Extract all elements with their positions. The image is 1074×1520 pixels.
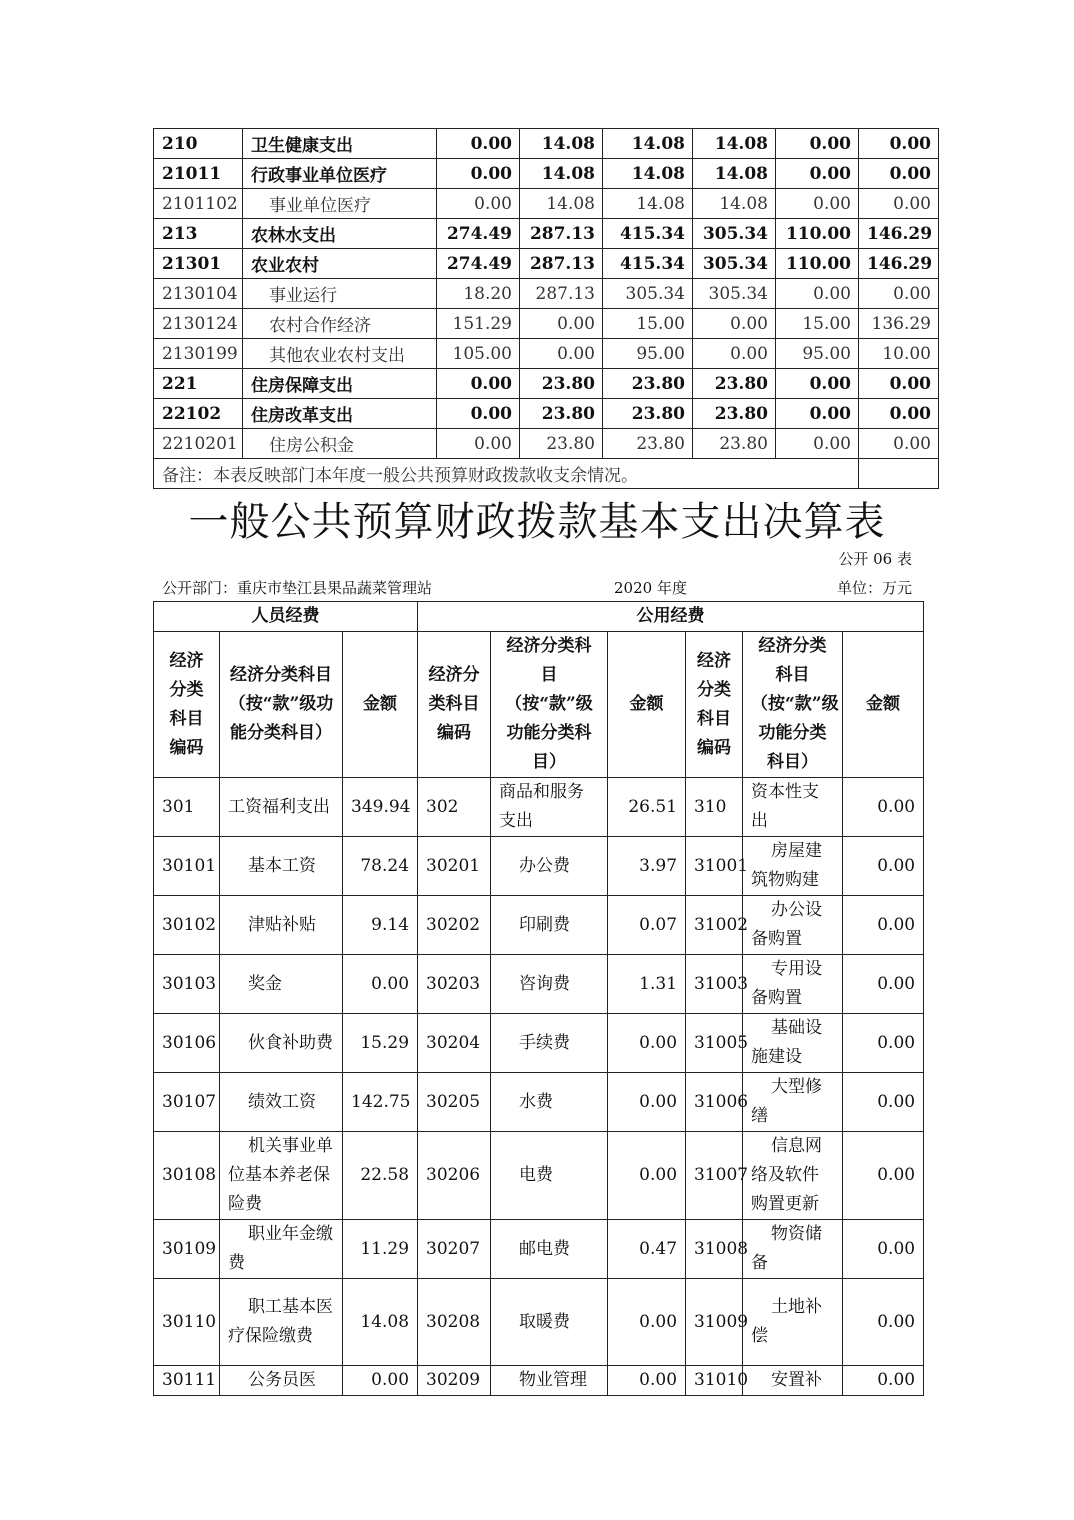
- row-name: 住房保障支出: [243, 369, 437, 399]
- cell-amount: 78.24: [343, 837, 418, 896]
- header-name: 经济分类科目（按“款”级功能分类科目）: [743, 632, 843, 778]
- row-value: 0.00: [776, 189, 859, 219]
- cell-amount: 349.94: [343, 778, 418, 837]
- expense-summary-table: [153, 128, 939, 489]
- row-value: 14.08: [520, 189, 603, 219]
- table-row: [154, 1073, 924, 1132]
- row-code: 213: [154, 219, 243, 249]
- cell-name: 伙食补助费: [220, 1014, 343, 1073]
- row-value: 415.34: [603, 219, 693, 249]
- row-value: 0.00: [437, 159, 520, 189]
- cell-amount: 0.00: [843, 837, 924, 896]
- row-value: 0.00: [776, 399, 859, 429]
- table-row: [154, 219, 939, 249]
- cell-amount: 0.00: [843, 1279, 924, 1366]
- cell-name: 职工基本医疗保险缴费: [220, 1279, 343, 1366]
- cell-code: 30204: [418, 1014, 491, 1073]
- cell-name: 基础设施建设: [743, 1014, 843, 1073]
- cell-amount: 0.00: [843, 896, 924, 955]
- cell-code: 30106: [154, 1014, 220, 1073]
- group-public-header: 公用经费: [418, 602, 924, 632]
- row-value: 0.00: [859, 159, 939, 189]
- cell-name: 邮电费: [491, 1220, 608, 1279]
- row-value: 14.08: [693, 159, 776, 189]
- row-value: 146.29: [859, 249, 939, 279]
- row-value: 0.00: [859, 189, 939, 219]
- cell-amount: 0.47: [608, 1220, 686, 1279]
- cell-code: 30205: [418, 1073, 491, 1132]
- cell-name: 商品和服务支出: [491, 778, 608, 837]
- table-row: [154, 279, 939, 309]
- header-code: 经济分类科目编码: [418, 632, 491, 778]
- cell-amount: 0.00: [343, 1366, 418, 1396]
- row-value: 0.00: [437, 369, 520, 399]
- group-personnel-header: 人员经费: [154, 602, 418, 632]
- cell-name: 绩效工资: [220, 1073, 343, 1132]
- row-value: 23.80: [693, 429, 776, 459]
- cell-name: 取暖费: [491, 1279, 608, 1366]
- row-code: 2130124: [154, 309, 243, 339]
- row-name: 农林水支出: [243, 219, 437, 249]
- row-name: 农村合作经济: [243, 309, 437, 339]
- row-value: 0.00: [520, 339, 603, 369]
- row-value: 23.80: [603, 369, 693, 399]
- table-row: [154, 1132, 924, 1220]
- cell-amount: 11.29: [343, 1220, 418, 1279]
- table-row: [154, 189, 939, 219]
- row-value: 287.13: [520, 279, 603, 309]
- header-name: 经济分类科目（按“款”级功能分类科目）: [220, 632, 343, 778]
- row-value: 0.00: [437, 189, 520, 219]
- row-code: 2210201: [154, 429, 243, 459]
- cell-code: 30203: [418, 955, 491, 1014]
- cell-amount: 0.07: [608, 896, 686, 955]
- cell-name: 津贴补贴: [220, 896, 343, 955]
- row-value: 287.13: [520, 249, 603, 279]
- row-value: 0.00: [859, 279, 939, 309]
- row-value: 0.00: [437, 129, 520, 159]
- row-value: 14.08: [693, 129, 776, 159]
- cell-code: 31010: [686, 1366, 743, 1396]
- table-row: [154, 369, 939, 399]
- note-row: [154, 459, 939, 489]
- row-name: 卫生健康支出: [243, 129, 437, 159]
- cell-name: 安置补: [743, 1366, 843, 1396]
- cell-name: 印刷费: [491, 896, 608, 955]
- table-row: [154, 1220, 924, 1279]
- row-value: 14.08: [603, 159, 693, 189]
- cell-name: 资本性支出: [743, 778, 843, 837]
- row-value: 305.34: [693, 279, 776, 309]
- row-code: 2130104: [154, 279, 243, 309]
- cell-code: 30207: [418, 1220, 491, 1279]
- table-note: 备注：本表反映部门本年度一般公共预算财政拨款收支余情况。: [154, 459, 859, 489]
- table-row: [154, 159, 939, 189]
- unit-label: 单位：万元: [836, 579, 912, 597]
- cell-code: 31006: [686, 1073, 743, 1132]
- cell-amount: 26.51: [608, 778, 686, 837]
- cell-code: 31002: [686, 896, 743, 955]
- cell-code: 310: [686, 778, 743, 837]
- cell-name: 大型修缮: [743, 1073, 843, 1132]
- row-value: 23.80: [603, 399, 693, 429]
- row-value: 0.00: [693, 339, 776, 369]
- cell-code: 302: [418, 778, 491, 837]
- row-value: 18.20: [437, 279, 520, 309]
- row-code: 210: [154, 129, 243, 159]
- row-value: 14.08: [520, 129, 603, 159]
- row-value: 15.00: [603, 309, 693, 339]
- row-code: 21301: [154, 249, 243, 279]
- row-value: 0.00: [693, 309, 776, 339]
- row-code: 21011: [154, 159, 243, 189]
- cell-code: 31003: [686, 955, 743, 1014]
- row-value: 0.00: [776, 369, 859, 399]
- row-value: 0.00: [437, 399, 520, 429]
- table-row: [154, 249, 939, 279]
- cell-amount: 0.00: [843, 778, 924, 837]
- header-code: 经济分类科目编码: [686, 632, 743, 778]
- row-name: 住房改革支出: [243, 399, 437, 429]
- department-label: 公开部门：重庆市垫江县果品蔬菜管理站: [162, 579, 433, 597]
- cell-name: 基本工资: [220, 837, 343, 896]
- header-amount: 金额: [343, 632, 418, 778]
- table-row: [154, 1279, 924, 1366]
- row-code: 2130199: [154, 339, 243, 369]
- row-value: 23.80: [520, 399, 603, 429]
- cell-amount: 0.00: [608, 1014, 686, 1073]
- cell-code: 30201: [418, 837, 491, 896]
- cell-name: 奖金: [220, 955, 343, 1014]
- cell-name: 水费: [491, 1073, 608, 1132]
- cell-name: 办公费: [491, 837, 608, 896]
- table-row: [154, 778, 924, 837]
- cell-code: 30202: [418, 896, 491, 955]
- row-value: 136.29: [859, 309, 939, 339]
- row-value: 95.00: [776, 339, 859, 369]
- row-name: 行政事业单位医疗: [243, 159, 437, 189]
- year-label: 2020 年度: [614, 579, 687, 597]
- header-code: 经济分类科目编码: [154, 632, 220, 778]
- cell-name: 机关事业单位基本养老保险费: [220, 1132, 343, 1220]
- row-value: 146.29: [859, 219, 939, 249]
- cell-name: 公务员医: [220, 1366, 343, 1396]
- row-value: 0.00: [437, 429, 520, 459]
- table-number: 公开 06 表: [838, 550, 912, 568]
- row-value: 110.00: [776, 249, 859, 279]
- cell-name: 物业管理: [491, 1366, 608, 1396]
- cell-amount: 0.00: [843, 1073, 924, 1132]
- row-code: 221: [154, 369, 243, 399]
- cell-name: 物资储备: [743, 1220, 843, 1279]
- table-row: [154, 429, 939, 459]
- cell-amount: 0.00: [608, 1279, 686, 1366]
- cell-code: 30108: [154, 1132, 220, 1220]
- row-value: 305.34: [603, 279, 693, 309]
- cell-amount: 9.14: [343, 896, 418, 955]
- cell-code: 30101: [154, 837, 220, 896]
- cell-amount: 142.75: [343, 1073, 418, 1132]
- row-value: 0.00: [776, 429, 859, 459]
- cell-amount: 0.00: [843, 955, 924, 1014]
- row-value: 95.00: [603, 339, 693, 369]
- cell-name: 专用设备购置: [743, 955, 843, 1014]
- cell-name: 电费: [491, 1132, 608, 1220]
- cell-amount: 15.29: [343, 1014, 418, 1073]
- cell-code: 30206: [418, 1132, 491, 1220]
- cell-name: 手续费: [491, 1014, 608, 1073]
- row-value: 0.00: [776, 279, 859, 309]
- row-value: 274.49: [437, 249, 520, 279]
- table-row: [154, 837, 924, 896]
- row-value: 23.80: [520, 369, 603, 399]
- row-name: 其他农业农村支出: [243, 339, 437, 369]
- table-row: [154, 129, 939, 159]
- cell-code: 31008: [686, 1220, 743, 1279]
- row-value: 110.00: [776, 219, 859, 249]
- page-title: 一般公共预算财政拨款基本支出决算表: [188, 499, 886, 545]
- cell-name: 工资福利支出: [220, 778, 343, 837]
- cell-code: 31007: [686, 1132, 743, 1220]
- cell-code: 30208: [418, 1279, 491, 1366]
- row-value: 0.00: [859, 129, 939, 159]
- cell-amount: 0.00: [843, 1014, 924, 1073]
- cell-name: 房屋建筑物购建: [743, 837, 843, 896]
- cell-amount: 3.97: [608, 837, 686, 896]
- table-row: [154, 1366, 924, 1396]
- row-value: 14.08: [520, 159, 603, 189]
- cell-code: 30110: [154, 1279, 220, 1366]
- row-value: 287.13: [520, 219, 603, 249]
- cell-amount: 0.00: [608, 1073, 686, 1132]
- cell-code: 30109: [154, 1220, 220, 1279]
- cell-code: 30107: [154, 1073, 220, 1132]
- cell-amount: 0.00: [843, 1220, 924, 1279]
- cell-name: 信息网络及软件购置更新: [743, 1132, 843, 1220]
- cell-name: 咨询费: [491, 955, 608, 1014]
- basic-expenditure-table: [153, 601, 924, 1396]
- cell-code: 301: [154, 778, 220, 837]
- row-value: 0.00: [859, 399, 939, 429]
- row-value: 23.80: [520, 429, 603, 459]
- row-value: 305.34: [693, 219, 776, 249]
- row-value: 415.34: [603, 249, 693, 279]
- row-value: 274.49: [437, 219, 520, 249]
- cell-amount: 22.58: [343, 1132, 418, 1220]
- row-name: 住房公积金: [243, 429, 437, 459]
- cell-code: 30209: [418, 1366, 491, 1396]
- row-name: 事业单位医疗: [243, 189, 437, 219]
- cell-code: 31005: [686, 1014, 743, 1073]
- row-value: 151.29: [437, 309, 520, 339]
- row-value: 0.00: [520, 309, 603, 339]
- row-name: 农业农村: [243, 249, 437, 279]
- cell-name: 办公设备购置: [743, 896, 843, 955]
- cell-name: 土地补偿: [743, 1279, 843, 1366]
- row-value: 15.00: [776, 309, 859, 339]
- table-row: [154, 309, 939, 339]
- table-row: [154, 955, 924, 1014]
- row-value: 14.08: [693, 189, 776, 219]
- empty-cell: [859, 459, 939, 489]
- row-value: 23.80: [693, 399, 776, 429]
- cell-code: 30111: [154, 1366, 220, 1396]
- cell-amount: 0.00: [343, 955, 418, 1014]
- row-value: 14.08: [603, 129, 693, 159]
- row-value: 10.00: [859, 339, 939, 369]
- row-value: 0.00: [776, 129, 859, 159]
- table-row: [154, 339, 939, 369]
- cell-amount: 0.00: [608, 1366, 686, 1396]
- header-amount: 金额: [843, 632, 924, 778]
- cell-code: 31001: [686, 837, 743, 896]
- header-name: 经济分类科目（按“款”级功能分类科目）: [491, 632, 608, 778]
- row-value: 0.00: [776, 159, 859, 189]
- table-row: [154, 896, 924, 955]
- row-code: 2101102: [154, 189, 243, 219]
- row-value: 0.00: [859, 429, 939, 459]
- cell-amount: 0.00: [608, 1132, 686, 1220]
- cell-amount: 1.31: [608, 955, 686, 1014]
- row-value: 105.00: [437, 339, 520, 369]
- cell-amount: 0.00: [843, 1366, 924, 1396]
- row-value: 14.08: [603, 189, 693, 219]
- table-row: [154, 399, 939, 429]
- cell-amount: 14.08: [343, 1279, 418, 1366]
- cell-code: 30103: [154, 955, 220, 1014]
- table-row: [154, 1014, 924, 1073]
- row-value: 23.80: [693, 369, 776, 399]
- row-name: 事业运行: [243, 279, 437, 309]
- row-code: 22102: [154, 399, 243, 429]
- row-value: 305.34: [693, 249, 776, 279]
- row-value: 23.80: [603, 429, 693, 459]
- cell-amount: 0.00: [843, 1132, 924, 1220]
- row-value: 0.00: [859, 369, 939, 399]
- cell-code: 31009: [686, 1279, 743, 1366]
- cell-name: 职业年金缴费: [220, 1220, 343, 1279]
- header-amount: 金额: [608, 632, 686, 778]
- cell-code: 30102: [154, 896, 220, 955]
